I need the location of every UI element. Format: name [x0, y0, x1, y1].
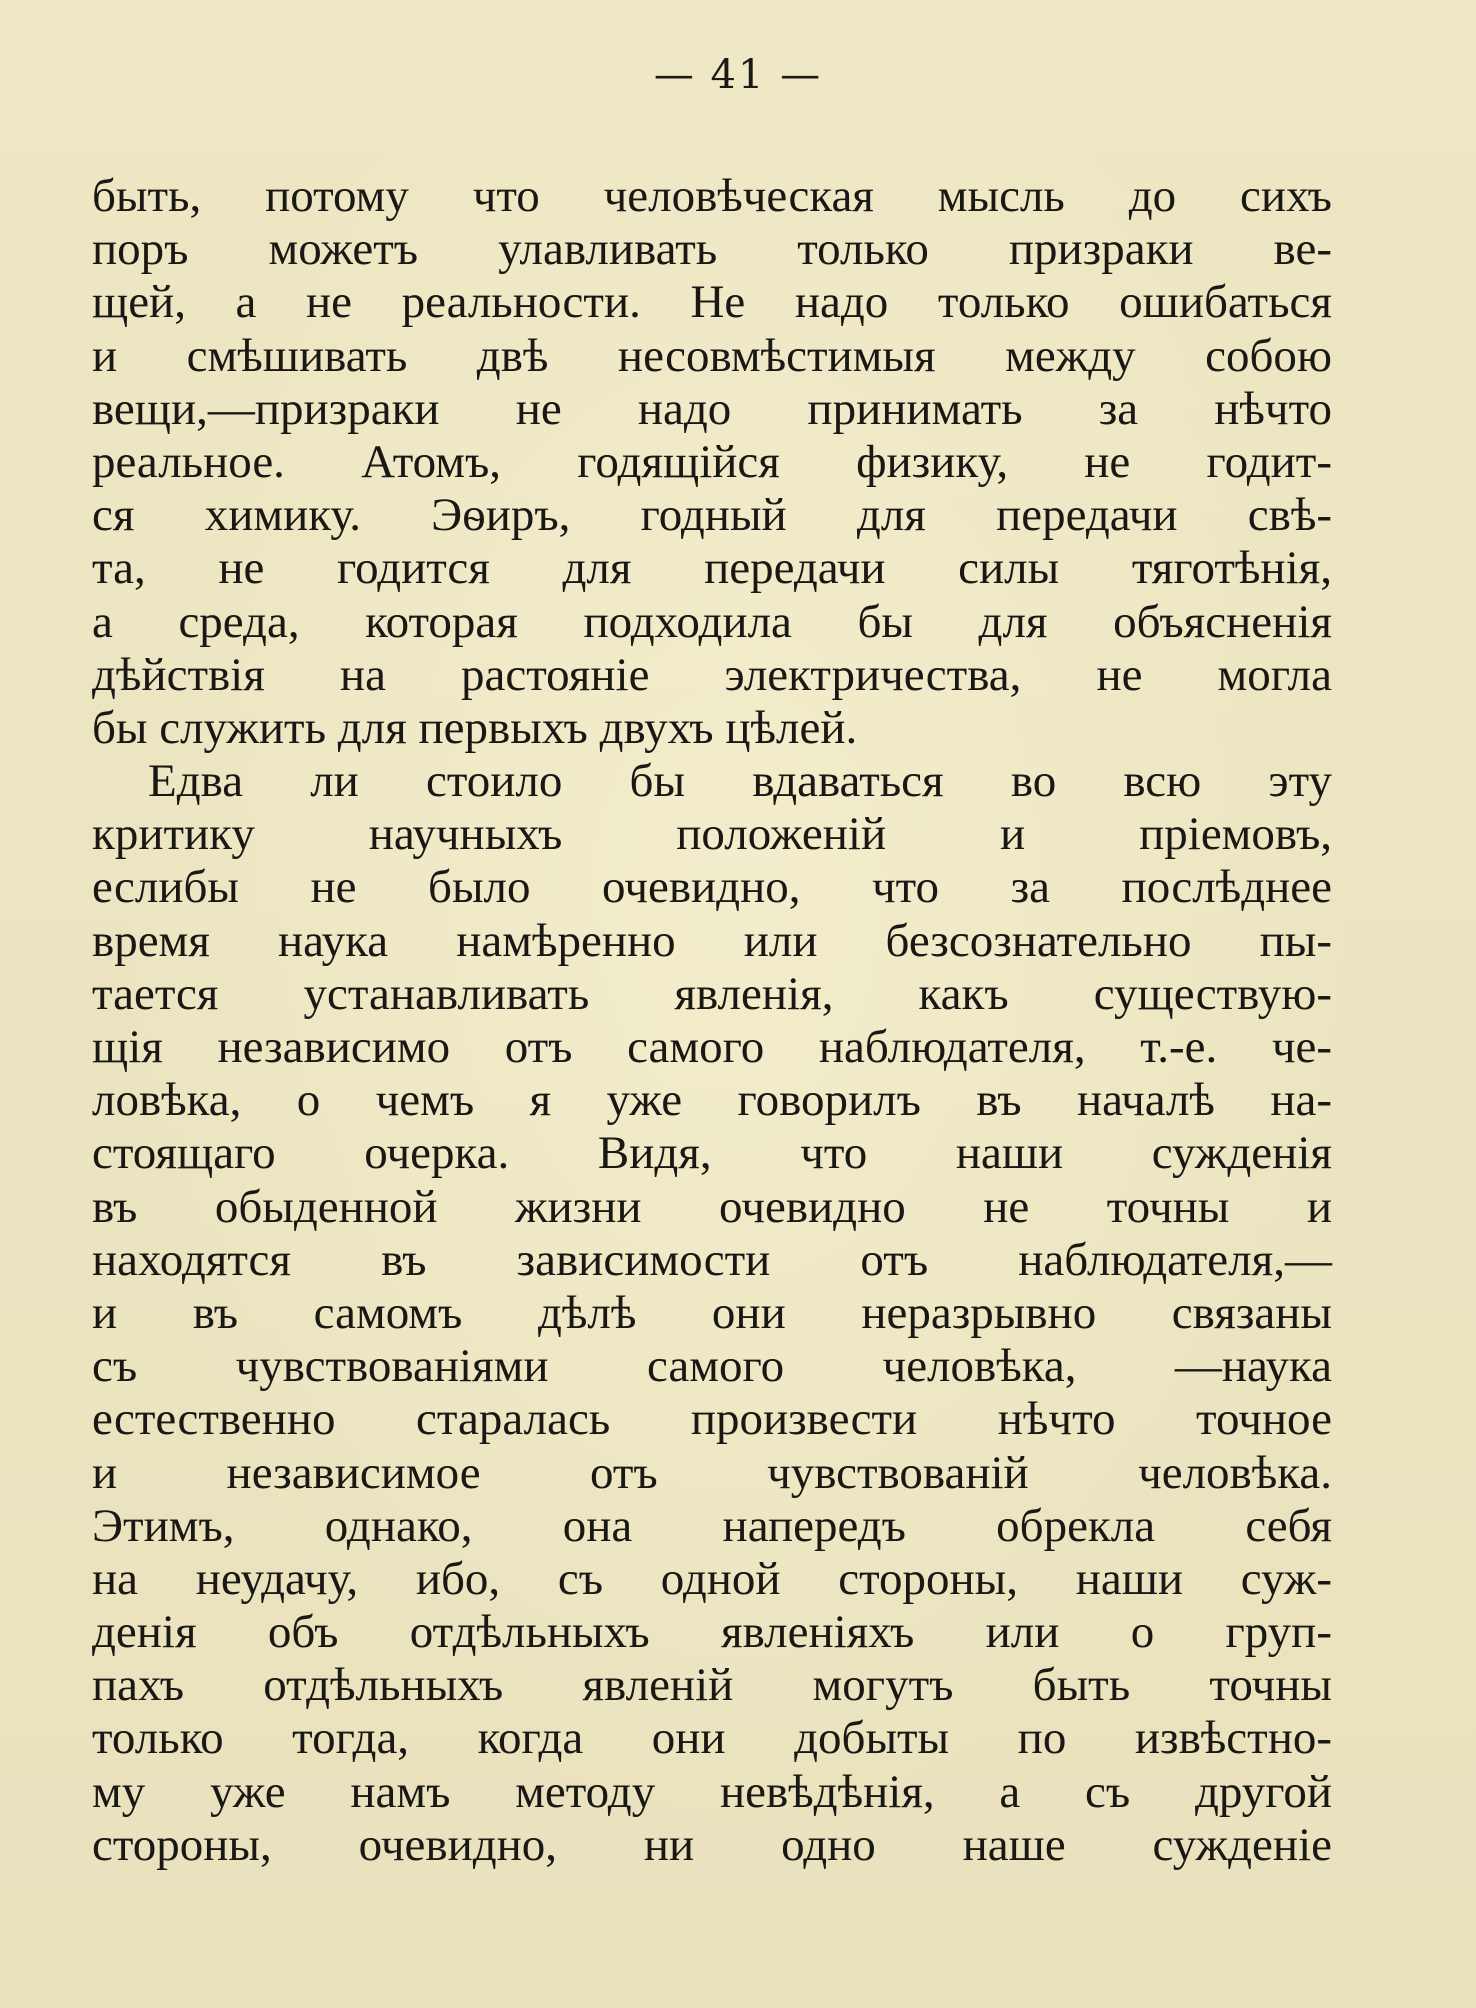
- text-line: время наука намѣренно или безсознательно пы-: [92, 914, 1332, 967]
- text-line: на неудачу, ибо, съ одной стороны, наши суж-: [92, 1552, 1332, 1605]
- page-number: — 41 —: [653, 52, 823, 98]
- text-line: ся химику. Эѳиръ, годный для передачи свѣ-: [92, 489, 1332, 542]
- text-line: естественно старалась произвести нѣчто точное: [92, 1393, 1332, 1446]
- text-line: стороны, очевидно, ни одно наше сужденіе: [92, 1818, 1332, 1871]
- text-line: ловѣка, о чемъ я уже говорилъ въ началѣ на-: [92, 1074, 1332, 1127]
- text-line: пахъ отдѣльныхъ явленій могутъ быть точны: [92, 1659, 1332, 1712]
- body-text: [92, 170, 1332, 1872]
- text-line: реальное. Атомъ, годящійся физику, не годит-: [92, 435, 1332, 488]
- text-line: только тогда, когда они добыты по извѣстно-: [92, 1712, 1332, 1765]
- text-line: та, не годится для передачи силы тяготѣнія,: [92, 542, 1332, 595]
- text-line: съ чувствованіями самого человѣка, —наука: [92, 1340, 1332, 1393]
- text-line: вещи,—призраки не надо принимать за нѣчто: [92, 382, 1332, 435]
- text-line: му уже намъ методу невѣдѣнія, а съ другой: [92, 1765, 1332, 1818]
- text-line: а среда, которая подходила бы для объясненія: [92, 595, 1332, 648]
- text-line: тается устанавливать явленія, какъ существую-: [92, 967, 1332, 1020]
- text-line: Этимъ, однако, она напередъ обрекла себя: [92, 1499, 1332, 1552]
- text-line: и въ самомъ дѣлѣ они неразрывно связаны: [92, 1286, 1332, 1339]
- text-line: въ обыденной жизни очевидно не точны и: [92, 1180, 1332, 1233]
- text-line: поръ можетъ улавливать только призраки ве-: [92, 223, 1332, 276]
- text-line: щей, а не реальности. Не надо только ошибаться: [92, 276, 1332, 329]
- text-line: и смѣшивать двѣ несовмѣстимыя между собою: [92, 329, 1332, 382]
- text-line: стоящаго очерка. Видя, что наши сужденія: [92, 1127, 1332, 1180]
- text-line: находятся въ зависимости отъ наблюдателя,—: [92, 1233, 1332, 1286]
- text-line: дѣйствія на растояніе электричества, не могла: [92, 648, 1332, 701]
- paragraph-start-line: Едва ли стоило бы вдаваться во всю эту: [148, 755, 1332, 808]
- text-line: бы служить для первыхъ двухъ цѣлей.: [92, 701, 858, 754]
- text-line: щія независимо отъ самого наблюдателя, т.-е. че-: [92, 1021, 1332, 1073]
- text-line: критику научныхъ положеній и пріемовъ,: [92, 808, 1332, 861]
- text-line: денія объ отдѣльныхъ явленіяхъ или о груп-: [92, 1606, 1332, 1659]
- text-line: быть, потому что человѣческая мысль до сихъ: [92, 170, 1332, 222]
- text-line: еслибы не было очевидно, что за послѣднее: [92, 861, 1332, 914]
- text-line: и независимое отъ чувствованій человѣка.: [92, 1446, 1332, 1499]
